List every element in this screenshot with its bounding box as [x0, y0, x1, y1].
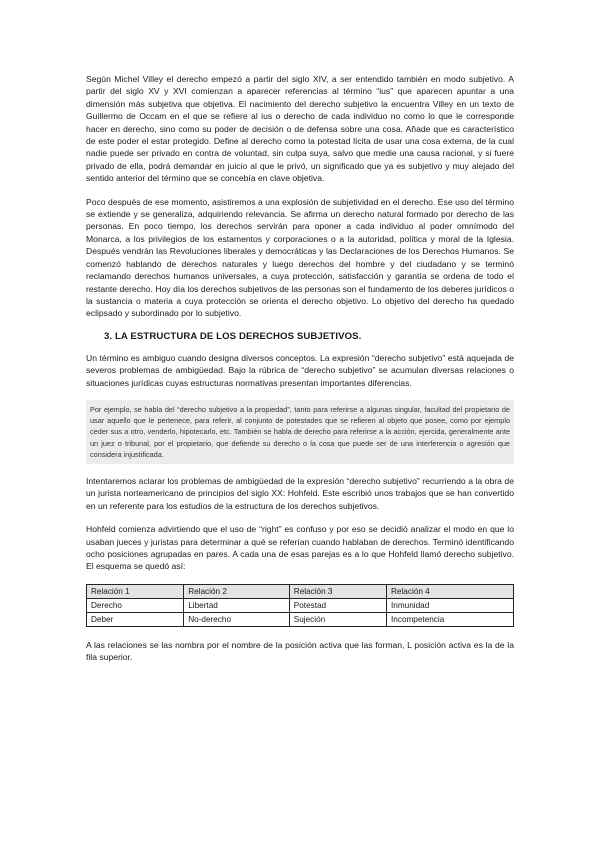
section-heading: 3. LA ESTRUCTURA DE LOS DERECHOS SUBJETIVOS.	[104, 330, 362, 342]
paragraph-ambiguity: Un término es ambiguo cuando designa diversos conceptos. La expresión “derecho subjetivo” está aquejada de severos problemas de ambigüedad. Bajo la rúbrica de “derecho subjetivo” se acumulan diversas relaciones o situaciones jurídicas cuyas estructuras normativas presentan importantes diferencias.	[86, 352, 514, 388]
page-content	[86, 73, 514, 675]
paragraph-relations-naming: A las relaciones se las nombra por el nombre de la posición activa que las forman, L posición activa es la de la fila superior.	[86, 639, 514, 663]
hohfeld-table	[86, 584, 514, 627]
table-cell: Potestad	[289, 598, 386, 612]
table-cell: Derecho	[87, 598, 184, 612]
table-row	[87, 598, 514, 612]
table-header-row	[87, 584, 514, 598]
table-header-cell: Relación 4	[387, 584, 514, 598]
table-cell: Libertad	[184, 598, 290, 612]
table-header-cell: Relación 1	[87, 584, 184, 598]
table-header-cell: Relación 2	[184, 584, 290, 598]
paragraph-subjectivity-explosion: Poco después de ese momento, asistiremos a una explosión de subjetividad en el derecho. Ese uso del término se extiende y se generaliza, adquiriendo relevancia. Se afirma un derecho natural formado por derecho de las personas. En poco tiempo, los derechos servirán para oponer a cada individuo al poder omnímodo del Monarca, a los privilegios de los estamentos y corporaciones o a la autoridad, política y moral de la Iglesia. Después vendrán las Revoluciones liberales y democráticas y las Declaraciones de los Derechos Humanos. Se comenzó hablando de derechos naturales y luego derechos del hombre y del ciudadano y se terminó reclamando derechos humanos universales, a cuya protección, satisfacción y garantía se ordena de todo el restante derecho. Hoy día los derechos subjetivos de las personas son el fundamento de los deberes jurídicos o la sustancia o materia a cuya protección se orienta el derecho objetivo. Lo objetivo del derecho ha quedado eclipsado y subordinado por lo subjetivo.	[86, 196, 514, 319]
paragraph-hohfeld-intro: Intentaremos aclarar los problemas de ambigüedad de la expresión “derecho subjetivo” recurriendo a la obra de un jurista norteamericano de principios del siglo XX: Hohfeld. Este escribió unos trabajos que se han convertido en un referente para los estudios de la estructura de los derechos subjetivos.	[86, 475, 514, 511]
table-cell: Sujeción	[289, 612, 386, 626]
table-cell: No-derecho	[184, 612, 290, 626]
paragraph-villey: Según Michel Villey el derecho empezó a partir del siglo XIV, a ser entendido también en modo subjetivo. A partir del siglo XV y XVI comienzan a aparecer referencias al término “ius” que aparecen apuntar a una dimensión más subjetiva que objetiva. El nacimiento del derecho subjetivo la encuentra Villey en un texto de Guillermo de Occam en el que se refiere al ius o derecho de cada individuo no como lo que le corresponde hacer en derecho, sino como su poder de decisión o de defensa sobre una cosa. Añade que es característico de este poder el estar protegido. Define al derecho como la potestad lícita de usar una cosa externa, de la cual nadie puede ser privado en contra de voluntad, sin culpa suya, salvo que medie una causa racional, y si fuere privado de ella, podrá demandar en juicio al que le privó, un significado que ya es subjetivo y muy alejado del sentido anterior del término que se concebía en clave objetiva.	[86, 74, 514, 184]
table-cell: Incompetencia	[387, 612, 514, 626]
table-header-cell: Relación 3	[289, 584, 386, 598]
table-row	[87, 612, 514, 626]
table-cell: Deber	[87, 612, 184, 626]
table-cell: Inmunidad	[387, 598, 514, 612]
example-box	[86, 400, 514, 464]
example-text: Por ejemplo, se habla del “derecho subjetivo a la propiedad”, tanto para referirse a algunas singular, facultad del propietario de usar aquello que le pertenece, para referir, al conjunto de potestades que se refieren al objeto que posee, como por ejemplo ceder sus a otro, venderlo, hipotecarlo, etc. También se habla de derecho para referirse a la acción, ejercida, generalmente ante un juez o tribunal, por el propietario, que defiende su derecho o la cosa que puede ser de una interferencia o agresión que considera injustificada.	[90, 404, 510, 459]
paragraph-hohfeld-positions: Hohfeld comienza advirtiendo que el uso de “right” es confuso y por eso se decidió analizar el modo en que lo usaban jueces y juristas para determinar a qué se referían cuando hablaban de derechos. Terminó identificando ocho posiciones agrupadas en pares. A cada una de esas parejas es a lo que Hohfeld llamó derecho subjetivo. El esquema se quedó así:	[86, 524, 514, 572]
